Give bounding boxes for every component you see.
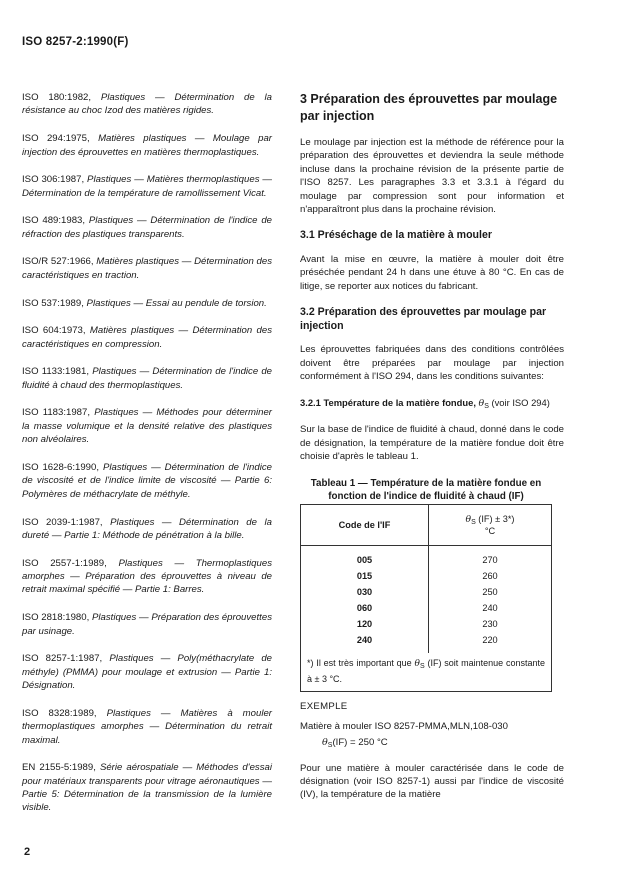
reference-item: ISO 2818:1980, Plastiques — Préparation des éprouvettes par usinage. [22, 612, 272, 637]
column-header-temperature: $\theta_S$ (IF) ± 3*) °C [429, 504, 552, 545]
reference-item: ISO 604:1973, Matières plastiques — Détermination des caractéristiques en compression. [22, 325, 273, 350]
reference-item: ISO 2557-1:1989, Plastiques — Thermoplastiques amorphes — Préparation des éprouvettes à niveau de retrait maximal spécifié — Partie 1: Barres. [22, 557, 272, 596]
section-3-2-text: Les éprouvettes fabriquées dans des conditions contrôlées doivent être préparées par moulage par injection conformément à l'ISO 294, dans les conditions suivantes: [300, 344, 564, 382]
section-3-heading: 3 Préparation des éprouvettes par moulage par injection [300, 92, 558, 123]
reference-item: ISO 2039-1:1987, Plastiques — Détermination de la dureté — Partie 1: Méthode de pénétration à la bille. [22, 516, 272, 541]
table-row: 015 260 [301, 568, 552, 584]
reference-item: ISO 8257-1:1987, Plastiques — Poly(méthacrylate de méthyle) (PMMA) pour moulage et extrusion — Partie 1: Désignation. [22, 653, 272, 692]
section-3-2-heading: 3.2 Préparation des éprouvettes par moulage par injection [300, 306, 547, 332]
column-header-if-code: Code de l'IF [301, 504, 429, 545]
main-content-column [300, 91, 564, 815]
section-3-intro: Le moulage par injection est la méthode de référence pour la préparation des éprouvettes et deviendra la seule méthode incluse dans la prochaine révision de la présente partie de l'ISO 8257. Les paragraphes 3.3 et 3.3.1 à l'égard du moulage par compression sont pour information et n'apparaîtront plus dans la prochaine révision. [300, 137, 564, 216]
section-3-2-1-text: Sur la base de l'indice de fluidité à chaud, donné dans le code de désignation, la température de la matière fondue doit être choisie d'après le tableau 1. [300, 424, 564, 463]
document-header: ISO 8257-2:1990(F) [22, 36, 129, 48]
page-number: 2 [24, 846, 31, 858]
reference-item: ISO 180:1982, Plastiques — Détermination de la résistance au choc Izod des matières rigides. [22, 92, 272, 117]
closing-paragraph: Pour une matière à mouler caractérisée dans le code de désignation (voir ISO 8257-1) aussi par l'indice de viscosité (IV), la température de la matière [300, 762, 564, 801]
reference-item: ISO 489:1983, Plastiques — Détermination de l'indice de réfraction des plastiques transparents. [22, 215, 273, 240]
table-row: 060 240 [301, 600, 552, 616]
section-3-1-heading: 3.1 Préséchage de la matière à mouler [300, 229, 492, 242]
example-label: EXEMPLE [300, 700, 348, 712]
table-footnote: *) Il est très important que $\theta_S$ (IF) soit maintenue constante à ± 3 °C. [307, 657, 546, 684]
reference-item: ISO 306:1987, Plastiques — Matières thermoplastiques — Détermination de la température de ramollissement Vicat. [22, 174, 272, 199]
reference-item: ISO/R 527:1966, Matières plastiques — Détermination des caractéristiques en traction. [22, 256, 273, 281]
example-line-1: Matière à mouler ISO 8257-PMMA,MLN,108-030 [300, 720, 508, 732]
melt-temperature-table [300, 504, 552, 692]
table-footnote-row [301, 653, 552, 692]
table-row: 240 220 [301, 632, 552, 653]
reference-item: ISO 1183:1987, Plastiques — Méthodes pour déterminer la masse volumique et la densité relative des plastiques non alvéolaires. [22, 407, 272, 446]
reference-item: ISO 8328:1989, Plastiques — Matières à mouler thermoplastiques amorphes — Détermination du retrait maximal. [22, 707, 273, 746]
reference-item: ISO 294:1975, Matières plastiques — Moulage par injection des éprouvettes en matières thermoplastiques. [22, 133, 272, 158]
section-3-1-text: Avant la mise en œuvre, la matière à mouler doit être préséchée pendant 24 h dans une étuve à 80 °C. En cas de litige, se reporter aux notices du fabricant. [300, 253, 564, 292]
table-row: 005 270 [301, 545, 552, 568]
reference-item: ISO 1628-6:1990, Plastiques — Détermination de l'indice de viscosité et de l'indice limite de viscosité — Partie 6: Polymères de méthacrylate de méthyle. [22, 461, 272, 500]
table-row: 030 250 [301, 584, 552, 600]
table-caption: Tableau 1 — Température de la matière fondue en fonction de l'indice de fluidité à chaud (IF) [310, 477, 542, 502]
example-line-2: $\theta_S(IF) = 250$ °C [322, 736, 388, 749]
table-row: 120 230 [301, 616, 552, 632]
section-3-2-1-heading: 3.2.1 Température de la matière fondue, $\theta_S$ (voir ISO 294) [300, 397, 550, 411]
normative-references-column [22, 91, 272, 829]
reference-item: ISO 1133:1981, Plastiques — Détermination de l'indice de fluidité à chaud des thermoplastiques. [22, 366, 273, 391]
reference-item: EN 2155-5:1989, Série aérospatiale — Méthodes d'essai pour matériaux transparents pour vitrage aéronautiques — Partie 5: Détermination de la transmission de la lumière visible. [22, 762, 272, 814]
reference-item: ISO 537:1989, Plastiques — Essai au pendule de torsion. [22, 297, 267, 309]
